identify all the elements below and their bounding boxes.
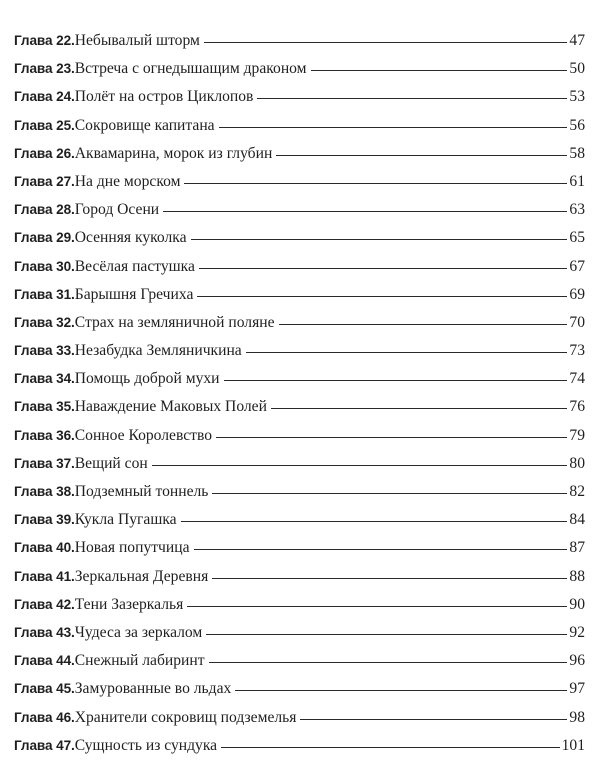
chapter-number: Глава 31. bbox=[14, 286, 75, 302]
page-number: 82 bbox=[569, 483, 585, 500]
page-number: 58 bbox=[569, 144, 585, 162]
chapter-title: Весёлая пастушка bbox=[74, 257, 195, 275]
dot-leader bbox=[279, 324, 568, 325]
dot-leader bbox=[219, 127, 568, 128]
toc-entry[interactable] bbox=[14, 116, 585, 144]
chapter-title: Помощь доброй мухи bbox=[74, 370, 220, 388]
chapter-number: Глава 39. bbox=[14, 512, 75, 528]
toc-entry[interactable] bbox=[14, 708, 585, 736]
chapter-number: Глава 36. bbox=[14, 427, 75, 443]
chapter-number: Глава 43. bbox=[14, 624, 75, 640]
dot-leader bbox=[163, 211, 567, 212]
dot-leader bbox=[271, 408, 567, 409]
toc-entry[interactable] bbox=[14, 87, 585, 115]
toc-entry[interactable] bbox=[14, 172, 585, 200]
page-number: 88 bbox=[569, 567, 585, 585]
dot-leader bbox=[276, 155, 567, 156]
chapter-title: Кукла Пугашка bbox=[74, 511, 177, 529]
chapter-number: Глава 35. bbox=[14, 399, 75, 415]
page-number: 47 bbox=[569, 32, 585, 49]
toc-entry[interactable] bbox=[14, 623, 585, 651]
chapter-title: Зеркальная Деревня bbox=[74, 567, 209, 585]
toc-entry[interactable] bbox=[14, 228, 585, 256]
toc-entry[interactable] bbox=[14, 679, 585, 707]
chapter-title: Замурованные во льдах bbox=[74, 680, 232, 698]
page-number: 98 bbox=[569, 708, 585, 726]
chapter-number: Глава 45. bbox=[14, 681, 75, 697]
toc-entry[interactable] bbox=[14, 285, 585, 313]
toc-entry[interactable] bbox=[14, 595, 585, 623]
chapter-title: Тени Зазеркалья bbox=[74, 595, 184, 613]
dot-leader bbox=[184, 183, 567, 184]
page-number: 79 bbox=[569, 426, 585, 444]
toc-entry[interactable] bbox=[14, 482, 585, 510]
chapter-number: Глава 24. bbox=[14, 89, 75, 105]
page-number: 63 bbox=[569, 201, 585, 219]
toc-entry[interactable] bbox=[14, 341, 585, 369]
toc-entry[interactable] bbox=[14, 144, 585, 172]
chapter-title: Подземный тоннель bbox=[74, 483, 209, 500]
chapter-title: Сущность из сундука bbox=[74, 736, 218, 754]
page-number: 97 bbox=[569, 680, 585, 698]
toc-entry[interactable] bbox=[14, 369, 585, 397]
dot-leader bbox=[197, 296, 567, 297]
page-number: 70 bbox=[569, 313, 585, 331]
chapter-number: Глава 40. bbox=[14, 540, 75, 556]
chapter-number: Глава 26. bbox=[14, 145, 75, 161]
dot-leader bbox=[181, 521, 568, 522]
chapter-title: Сокровище капитана bbox=[74, 116, 215, 134]
page-number: 56 bbox=[569, 116, 585, 134]
dot-leader bbox=[300, 719, 567, 720]
toc-entry[interactable] bbox=[14, 426, 585, 454]
chapter-number: Глава 29. bbox=[14, 230, 75, 246]
page-number: 53 bbox=[569, 88, 585, 106]
toc-entry[interactable] bbox=[14, 736, 585, 764]
chapter-number: Глава 23. bbox=[14, 61, 75, 77]
page-number: 69 bbox=[569, 285, 585, 303]
chapter-title: Страх на земляничной поляне bbox=[74, 313, 275, 331]
toc-entry[interactable] bbox=[14, 313, 585, 341]
page-number: 74 bbox=[569, 370, 585, 388]
page-number: 101 bbox=[561, 736, 585, 754]
page-number: 73 bbox=[569, 342, 585, 360]
dot-leader bbox=[246, 352, 568, 353]
page-number: 61 bbox=[569, 172, 585, 190]
chapter-title: Город Осени bbox=[74, 201, 160, 219]
chapter-title: Аквамарина, морок из глубин bbox=[74, 144, 273, 162]
toc-entry[interactable] bbox=[14, 59, 585, 87]
chapter-title: Сонное Королевство bbox=[74, 426, 213, 444]
chapter-title: Хранители сокровищ подземелья bbox=[74, 708, 297, 726]
page-number: 96 bbox=[569, 652, 585, 670]
chapter-title: Небывалый шторм bbox=[74, 32, 200, 49]
chapter-title: Вещий сон bbox=[74, 454, 148, 472]
chapter-title: Полёт на остров Циклопов bbox=[74, 88, 254, 106]
chapter-number: Глава 28. bbox=[14, 202, 75, 218]
page-number: 65 bbox=[569, 229, 585, 247]
dot-leader bbox=[212, 578, 567, 579]
chapter-number: Глава 22. bbox=[14, 33, 75, 48]
toc-entry[interactable] bbox=[14, 510, 585, 538]
chapter-number: Глава 41. bbox=[14, 568, 75, 584]
dot-leader bbox=[224, 380, 568, 381]
page-number: 90 bbox=[569, 595, 585, 613]
chapter-title: Новая попутчица bbox=[74, 539, 190, 557]
toc-entry[interactable] bbox=[14, 454, 585, 482]
chapter-number: Глава 33. bbox=[14, 343, 75, 359]
dot-leader bbox=[152, 465, 568, 466]
chapter-number: Глава 32. bbox=[14, 314, 75, 330]
toc-entry[interactable] bbox=[14, 567, 585, 595]
chapter-title: Осенняя куколка bbox=[74, 229, 187, 247]
chapter-number: Глава 25. bbox=[14, 117, 75, 133]
page-number: 80 bbox=[569, 454, 585, 472]
chapter-number: Глава 38. bbox=[14, 484, 75, 499]
dot-leader bbox=[204, 42, 568, 43]
dot-leader bbox=[199, 268, 567, 269]
chapter-title: Незабудка Земляничкина bbox=[74, 342, 242, 360]
chapter-number: Глава 27. bbox=[14, 173, 75, 189]
page-number: 67 bbox=[569, 257, 585, 275]
toc-entry[interactable] bbox=[14, 257, 585, 285]
toc-entry[interactable] bbox=[14, 397, 585, 425]
toc-entry[interactable] bbox=[14, 200, 585, 228]
chapter-number: Глава 46. bbox=[14, 709, 75, 725]
chapter-title: Наваждение Маковых Полей bbox=[74, 398, 267, 416]
page-number: 92 bbox=[569, 623, 585, 641]
chapter-number: Глава 37. bbox=[14, 455, 75, 471]
chapter-title: Снежный лабиринт bbox=[74, 652, 205, 670]
dot-leader bbox=[209, 662, 568, 663]
chapter-title: На дне морском bbox=[74, 172, 181, 190]
toc-entry[interactable] bbox=[14, 31, 585, 59]
chapter-title: Чудеса за зеркалом bbox=[74, 623, 203, 641]
page-number: 84 bbox=[569, 511, 585, 529]
dot-leader bbox=[187, 606, 567, 607]
dot-leader bbox=[212, 493, 567, 494]
page-number: 50 bbox=[569, 60, 585, 78]
page-number: 76 bbox=[569, 398, 585, 416]
dot-leader bbox=[311, 70, 568, 71]
dot-leader bbox=[221, 747, 560, 748]
chapter-title: Барышня Гречиха bbox=[74, 285, 194, 303]
page-number: 87 bbox=[569, 539, 585, 557]
dot-leader bbox=[257, 98, 567, 99]
dot-leader bbox=[194, 549, 568, 550]
chapter-number: Глава 44. bbox=[14, 653, 75, 669]
chapter-number: Глава 34. bbox=[14, 371, 75, 387]
chapter-number: Глава 47. bbox=[14, 737, 75, 753]
toc-entry[interactable] bbox=[14, 651, 585, 679]
chapter-number: Глава 30. bbox=[14, 258, 75, 274]
dot-leader bbox=[235, 690, 567, 691]
dot-leader bbox=[206, 634, 567, 635]
toc-entry[interactable] bbox=[14, 538, 585, 566]
dot-leader bbox=[191, 239, 568, 240]
table-of-contents bbox=[14, 31, 585, 764]
chapter-number: Глава 42. bbox=[14, 596, 75, 612]
chapter-title: Встреча с огнедышащим драконом bbox=[74, 60, 307, 78]
dot-leader bbox=[216, 437, 567, 438]
